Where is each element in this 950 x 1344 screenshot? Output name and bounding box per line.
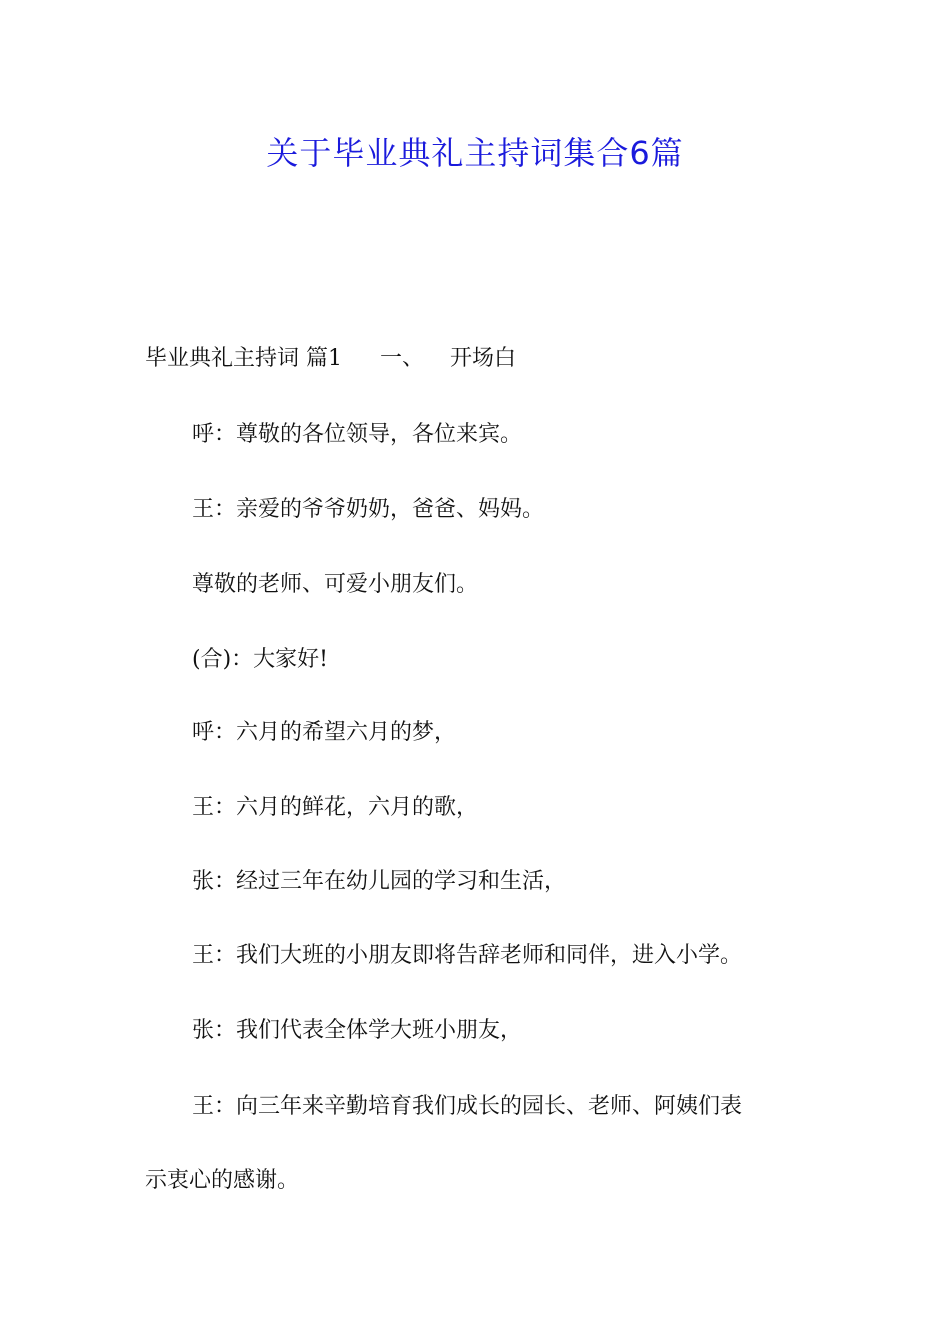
paragraph: 王：向三年来辛勤培育我们成长的园长、老师、阿姨们表 xyxy=(192,1094,743,1119)
paragraph: 张：我们代表全体学大班小朋友， xyxy=(192,1018,523,1043)
paragraph: (合)：大家好! xyxy=(192,647,329,672)
section-heading-part: 篇1 xyxy=(306,346,343,371)
section-heading-label: 毕业典礼主持词 xyxy=(145,346,300,371)
section-heading-number: 一、 xyxy=(380,346,425,371)
section-heading xyxy=(145,344,516,374)
paragraph: 呼：尊敬的各位领导，各位来宾。 xyxy=(192,422,523,447)
paragraph: 呼：六月的希望六月的梦， xyxy=(192,720,457,745)
document-title: 关于毕业典礼主持词集合6篇 xyxy=(266,134,684,172)
paragraph: 张：经过三年在幼儿园的学习和生活， xyxy=(192,869,567,894)
paragraph-continuation: 示衷心的感谢。 xyxy=(145,1168,300,1193)
paragraph: 王：亲爱的爷爷奶奶，爸爸、妈妈。 xyxy=(192,497,545,522)
section-heading-subtitle: 开场白 xyxy=(450,346,517,371)
paragraph: 王：六月的鲜花，六月的歌， xyxy=(192,795,479,820)
paragraph: 尊敬的老师、可爱小朋友们。 xyxy=(192,572,479,597)
paragraph: 王：我们大班的小朋友即将告辞老师和同伴，进入小学。 xyxy=(192,943,743,968)
